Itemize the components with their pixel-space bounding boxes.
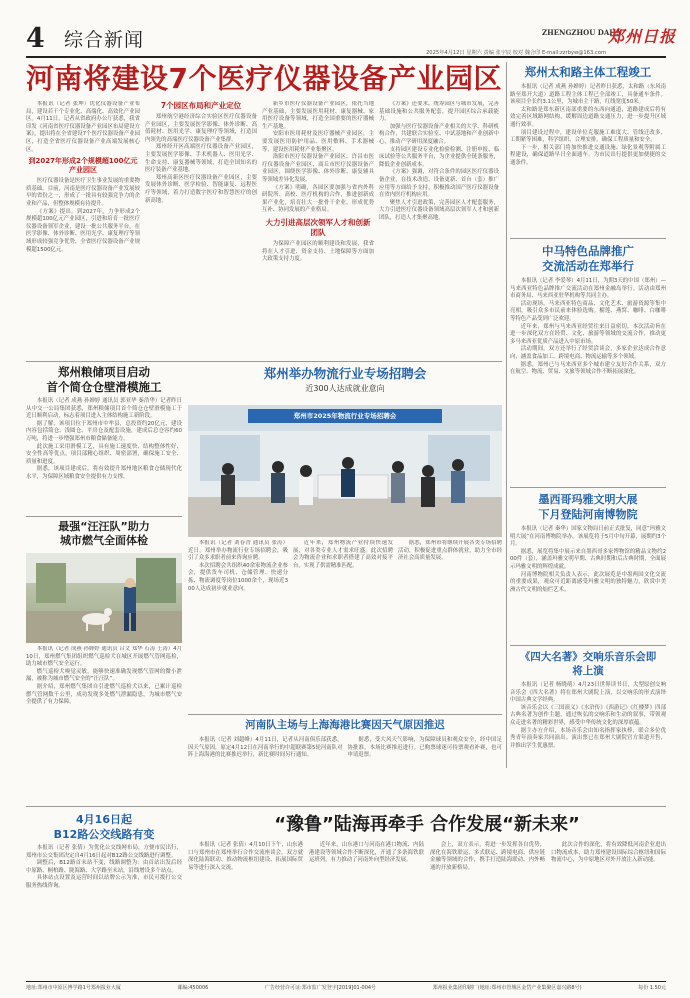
gasdog-article: [26, 520, 182, 550]
mexico-headline-2: 下月登陆河南博物院: [538, 508, 638, 521]
right-top-p: 下一步，相关部门将加快推进交通设施、绿化景观等附属工程建设，确保道路早日全面通车，为市民出行提供更加便捷的交通条件。: [510, 144, 666, 166]
right-top-p: 项目建设过程中，建设单位克服施工难度大、管线迁改多、工期紧等困难，科学组织、合理安排，确保工程质量和安全。: [510, 129, 666, 144]
lead-col2-p: 郑州航空港经济综合实验区医疗仪器设备产业园区，主要发展医学影像、体外诊断、高值耗材、医用光学、康复理疗等领域，打造国内领先的高端医疗仪器设备产业集群。: [145, 114, 257, 143]
lead-col1-p: 《方案》提出，到2027年，力争形成2个规模超100亿元产业园区，引进和培育一批医疗仪器设备领军企业，建设一批公共服务平台，在医学影像、体外诊断、医用光学、康复理疗等领域形成较强竞争优势，全省医疗仪器设备产业规模超1500亿元。: [26, 208, 140, 253]
logistics-p: 本次招聘会共组织40余家物流企业参会，提供货车司机、仓储管理、快递分拣、物流调度等岗位1000余个，现场近300人达成初步就业意向。: [188, 562, 288, 592]
music-article: [510, 650, 666, 800]
grain-headline-2: 首个简仓仓壁滑模施工: [46, 380, 162, 394]
lead-col4-p: 加强与医疗仪器设备产业相关的大学、科研机构合作，共建联合实验室、中试基地和产业创新中心，推动产学研用深度融合。: [379, 123, 499, 145]
mexico-p: 本报讯（记者 秦华）国家文物局日前正式批复，同意“玛雅文明大展”在河南博物院举办。该展览将于5月中旬开幕，展期约3个月。: [510, 526, 666, 548]
bottom-p: 本报讯（记者 张倩）4月10日下午，山东港口与郑州市在郑州举行合作交流座谈会，双方就深化陆海联动、推动物流枢纽建设、拓展国际贸易等进行深入交流。: [188, 842, 303, 871]
gasdog-headline-1: 最强“汪汪队”助力: [58, 520, 150, 533]
grain-p: 本报讯（记者 成燕 孙婵婷 通讯员 郭亚华 秦浩华）记者昨日从中交一公局集团获悉，郑州粮储项目首个简仓仓壁滑模施工于近日顺利启动，标志着项目进入主体结构施工新阶段。: [26, 398, 182, 420]
lead-col3-subhead: 大力引进高层次领军人才和创新团队: [265, 217, 371, 237]
right-top-p: 本报讯（记者 成燕 孙婵婷）记者昨日获悉，太和路（东风南路至郑开大道）道路工程主体工程已全部竣工，具备通车条件。该项目全长约3.1公里，为城市主干路，红线宽度50米。: [510, 84, 666, 106]
footer-printer: 郑州报业集团印刷厂(地址:郑州市管城区金岱产业集聚区嘉兴路8号): [432, 985, 582, 991]
bottom-p: 会上，双方表示，将进一步发挥各自优势，深化在海铁联运、多式联运、跨境电商、供应链金融等领域的合作，携手打造陆海联动、内外畅通的开放新格局。: [430, 842, 545, 871]
lead-col3-p: 新乡市医疗仪器设备产业园区，依托当地产业基础，主要发展医用耗材、康复器械、家用医疗设备等领域，打造全国重要的医疗器械生产基地。: [262, 101, 374, 130]
music-headline: 《四大名著》交响乐音乐会即将上演: [519, 651, 657, 677]
bus-article: [26, 812, 182, 978]
lead-col4-p: 聚焦人才引进政策，完善园区人才配套服务，大力引进医疗仪器设备领域高层次领军人才和创新团队，打造人才集聚高地。: [379, 199, 499, 221]
section-divider: [26, 361, 502, 362]
bus-p: 调整后，B12路首末站不变，线路调整为：由首站出发后经中原路、桐柏路、陇海路、大学路至末站，沿线增设多个站点。: [26, 860, 182, 874]
bottom-p: 近年来，山东港口与河南在港口物流、内陆港建设等领域合作不断深化，开通了多条海铁联运班列，有力推动了河南外向型经济发展。: [309, 842, 424, 864]
mexico-p: 据悉，展览将集中展示来自墨西哥多家博物馆的精品文物约200件（套），涵盖玛雅文明早期、古典时期和后古典时期，全面展示玛雅文明的辉煌成就。: [510, 548, 666, 570]
gasdog-caption: 本报讯（记者 成燕 孙婵婷 通讯员 吕文 郑华 石涛 王涛）4月10日，郑州燃气集团组织燃气巡检犬在城区开展燃气管网巡检，助力城市燃气安全运行。: [26, 646, 182, 668]
football-p: 本报讯（记者 刘超峰）4月11日，记者从河南俱乐部获悉，因天气原因，原定4月12日在河南举行的中超联赛第5轮河南队对阵上海海港的比赛推迟举行，新比赛时间另行通知。: [188, 737, 343, 759]
right-mid-p: 据悉，郑州已与马来西亚多个城市建立友好合作关系，双方在航空、物流、贸易、文旅等领域合作不断拓展深化。: [510, 361, 666, 376]
gasdog-text: [26, 646, 182, 764]
logistics-p: 据悉，郑州市将继续开展各类专场招聘活动，积极促进重点群体就业，助力全市经济社会高质量发展。: [398, 540, 502, 562]
gasdog-p: 据介绍，郑州燃气集团自引进燃气巡检犬以来，已累计巡检燃气管网数千公里，成功发现多处燃气泄漏隐患，为城市燃气安全提供了有力保障。: [26, 683, 182, 706]
footer-postcode: 邮编:450006: [177, 985, 209, 991]
right-mid-article: [510, 244, 666, 484]
logistics-photo: [188, 405, 502, 537]
mexico-p: 河南博物院相关负责人表示，此次展览是中墨两国文化交流的重要成果，观众可近距离感受玛雅文明的独特魅力，欣赏中美洲古代文明的灿烂艺术。: [510, 571, 666, 593]
music-p: 据主办方介绍，本场音乐会由知名指挥家执棒，联合多位优秀青年演奏家共同演出。演出票已在郑州大剧院官方渠道开售，并推出学生优惠票。: [510, 727, 666, 749]
right-mid-headline-1: 中马特色品牌推广: [542, 244, 634, 258]
right-mid-p: 近年来，郑州与马来西亚经贸往来日益密切。本次活动旨在进一步深化双方在经贸、文化、旅游等领域的交流合作，推动更多马来西亚优质产品进入中原市场。: [510, 323, 666, 345]
bottom-article: [188, 812, 666, 978]
lead-col3-p: 洛阳市医疗仪器设备产业园区、许昌市医疗仪器设备产业园区、商丘市医疗仪器设备产业园区，围绕医学影像、体外诊断、康复辅具等领域差异化发展。: [262, 154, 374, 183]
divider: [510, 645, 666, 646]
column-divider: [506, 62, 507, 768]
right-top-headline: 郑州太和路主体工程竣工: [524, 65, 652, 79]
lead-col3: [262, 101, 374, 359]
page-number: 4: [26, 23, 45, 54]
divider: [510, 238, 666, 239]
divider: [188, 714, 502, 715]
lead-col1-p: 本报讯（记者 张坤）优化仪器设备产业布局，建设若干个专业化、高端化、高效化产业园区。4月11日，记者从省政府办公厅获悉，我省印发《河南省医疗仪器设备产业园区布局建设方案》，提出将在全省建设7个医疗仪器设备产业园区，打造全省医疗仪器设备产业高端发展核心区。: [26, 101, 140, 153]
music-p: 本报讯（记者 杨晓萌）4月23日世界读书日，大型原创交响音乐会《四大名著》将在郑州大剧院上演，以交响乐的形式演绎中国古典文学经典。: [510, 682, 666, 704]
mexico-article: [510, 492, 666, 642]
right-top-p: 太和路是郑东新区南部重要的东西向通道，道路建成后将有效完善区域路网结构，缓解周边道路交通压力，进一步提升区域通行效率。: [510, 106, 666, 128]
lead-col4-p: 支持园区建设专业化检验检测、注册申报、临床试验等公共服务平台，为企业提供全链条服务，降低企业创新成本。: [379, 146, 499, 168]
lead-col1: [26, 101, 140, 359]
right-mid-p: 本报讯（记者 李爱琴）4月11日，为期3天的中国（郑州）—马来西亚特色品牌推广交流活动在郑州金融岛举行。活动由郑州市商务局、马来西亚驻华机构等共同主办。: [510, 278, 666, 300]
grain-p: 据了解，该项目位于郑州市中牟县，总投资约20亿元，建设内容包括简仓、浅圆仓、平房仓及配套设施，建成后总仓容约60万吨，将进一步增强郑州市粮食储备能力。: [26, 420, 182, 442]
grain-p: 据悉，该项目建成后，将有效提升郑州地区粮食仓储现代化水平，为保障区域粮食安全提供有力支撑。: [26, 466, 182, 480]
logistics-subheadline: 近300人达成就业意向: [305, 384, 385, 393]
divider: [510, 487, 666, 488]
masthead-logo: 郑州日报: [608, 27, 677, 46]
masthead-date-line: 2025年4月12日 星期六 责编 张宇辰 校对 魏合印 E-mail:zzrbyw@163.com: [426, 50, 607, 56]
right-mid-headline-2: 交流活动在郑举行: [542, 259, 634, 273]
grain-headline-1: 郑州粮储项目启动: [58, 365, 150, 379]
lead-headline: 河南将建设7个医疗仪器设备产业园区: [26, 62, 502, 95]
section-title: 综合新闻: [64, 29, 145, 51]
music-p: 该音乐会以《三国演义》《水浒传》《西游记》《红楼梦》四部古典名著为创作主题，通过恢弘的交响乐和生动的叙事，带领观众走进名著的精彩世界，感受中华传统文化的深厚底蕴。: [510, 704, 666, 726]
lead-col3-p: 为保障产业园区的顺利建设和发展，我省将在人才引进、资金支持、土地保障等方面加大政策支持力度。: [262, 240, 374, 263]
right-mid-p: 活动现场，马来西亚特色商品、文化艺术、旅游资源等集中亮相，吸引众多市民前来体验选购。榴莲、燕窝、咖啡、白咖啡等特色产品受到广泛欢迎。: [510, 300, 666, 322]
bus-p: 具体站点设置及运营时间以站牌公示为准，市民可拨打公交服务热线咨询。: [26, 875, 182, 889]
lead-col2-p: 郑州经开区高端医疗仪器设备产业园区，主要发展医学影像、手术机器人、医用光学、生命支持、康复器械等领域，打造全国知名的医疗装备产业基地。: [145, 144, 257, 174]
lead-col2: [145, 101, 257, 359]
masthead-rule: [26, 56, 666, 58]
logistics-col1: [188, 540, 288, 712]
footer: [26, 984, 666, 994]
logistics-headline: 郑州举办物流行业专场招聘会: [263, 366, 427, 381]
footer-price: 每份 1.50元: [638, 985, 666, 991]
logistics-p: 本报讯（记者 刘春香 通讯员 张涛）近日，郑州举办物流行业专场招聘会，吸引了众多求职者前来咨询应聘。: [188, 540, 288, 562]
gasdog-photo-illustration: [26, 553, 182, 643]
logistics-col3: [398, 540, 502, 712]
lead-col1-p: 医疗仪器设备是医疗卫生事业发展的重要物质基础。目前，河南是医疗仪器设备产业发展较早的省份之一，形成了一批具有较强竞争力的企业和产品，但整体规模有待提升。: [26, 178, 140, 207]
gasdog-headline-2: 城市燃气全面体检: [60, 534, 148, 547]
footer-license: 广告经营许可证:郑市监广发登字[2019]01-004号: [265, 985, 377, 991]
lead-col4-p: 《方案》还要求，统筹园区与城市发展，完善基础设施和公共服务配套，提升园区综合承载能力。: [379, 101, 499, 123]
logistics-col2: [293, 540, 393, 712]
lead-col4: [379, 101, 499, 359]
gasdog-p: 燃气巡检犬嗅觉灵敏，能够快速准确发现燃气管网的微小泄漏，被称为城市燃气安全的“汪汪队”。: [26, 668, 182, 683]
right-mid-p: 活动期间，双方还举行了经贸洽谈会，多家企业达成合作意向，涵盖食品加工、跨境电商、物流运输等多个领域。: [510, 346, 666, 360]
mexico-headline-1: 墨西哥玛雅文明大展: [538, 493, 638, 506]
footer-address: 地址:郑州市中原区博学路1号郑州报业大厦: [26, 985, 121, 991]
logistics-p: 近年来，郑州物流产业持续快速发展，对各类专业人才需求旺盛。此次招聘会为物流企业和求职者搭建了高效对接平台，实现了供需精准匹配。: [293, 540, 393, 569]
masthead: [0, 0, 690, 58]
bus-headline-2: B12路公交线路有变: [53, 828, 155, 841]
bus-p: 本报讯（记者 张倩）为优化公交线网布局，方便市民出行，郑州市公交集团决定自4月16日起对B12路公交线路进行调整。: [26, 845, 182, 859]
grain-article: [26, 365, 182, 513]
lead-col3-p: 安阳市医用耗材及医疗器械产业园区，主要发展医用防护用品、医用敷料、手术器械等，建设医用耗材产业集聚区。: [262, 131, 374, 153]
football-article: [188, 718, 502, 814]
lead-col2-p: 郑州高新区医疗仪器设备产业园区，主要发展体外诊断、医学检验、智能康复、远程医疗等领域，着力打造数字医疗和智慧医疗的创新高地。: [145, 174, 257, 204]
lead-col3-p: 《方案》明确，各园区要加强与省内外科研院所、高校、医疗机构的合作，推进创新成果产业化，培育壮大一批骨干企业，形成优势互补、协同发展的产业格局。: [262, 184, 374, 214]
grain-p: 此次施工采用滑模工艺，具有施工速度快、结构整体性好、安全性高等优点。项目部精心组织、周密部署，确保施工安全、质量和进度。: [26, 443, 182, 465]
lead-col2-subhead: 7个园区布局和产业定位: [160, 101, 242, 110]
logistics-article-head: [188, 365, 502, 405]
football-headline: 河南队主场与上海海港比赛因天气原因推迟: [245, 719, 445, 731]
lead-col1-subhead: 到2027年形成2个规模超100亿元产业园区: [28, 157, 138, 175]
divider: [26, 516, 182, 517]
divider: [26, 806, 666, 807]
logistics-photo-illustration: [188, 405, 502, 537]
gasdog-photo: [26, 553, 182, 643]
lead-col4-p: 《方案》强调，对符合条件的园区医疗仪器设备企业，在技术改造、设备更新、首台（套）推广应用等方面给予支持，积极推动国产医疗仪器设备在省内医疗机构应用。: [379, 169, 499, 199]
right-top-article: [510, 64, 666, 234]
bottom-p: 此次合作的深化，将有效降低河南企业进出口物流成本，助力郑州建设国际综合枢纽和国际物流中心，为中原地区对外开放注入新动能。: [551, 842, 666, 864]
bus-headline-1: 4月16日起: [76, 813, 132, 826]
footer-rule: [26, 981, 666, 982]
logistics-photo-banner: 郑州市2025年物流行业专场招聘会: [293, 412, 397, 420]
football-p: 据悉，受大风天气影响，为保障球员和观众安全，经中国足协批准，本场比赛推迟进行。已购票球迷可持票观看补赛，也可申请退票。: [347, 737, 502, 759]
masthead-pinyin: ZHENGZHOU DAILY: [542, 28, 623, 37]
bottom-headline: “豫鲁”陆海再牵手 合作发展“新未来”: [274, 814, 580, 835]
